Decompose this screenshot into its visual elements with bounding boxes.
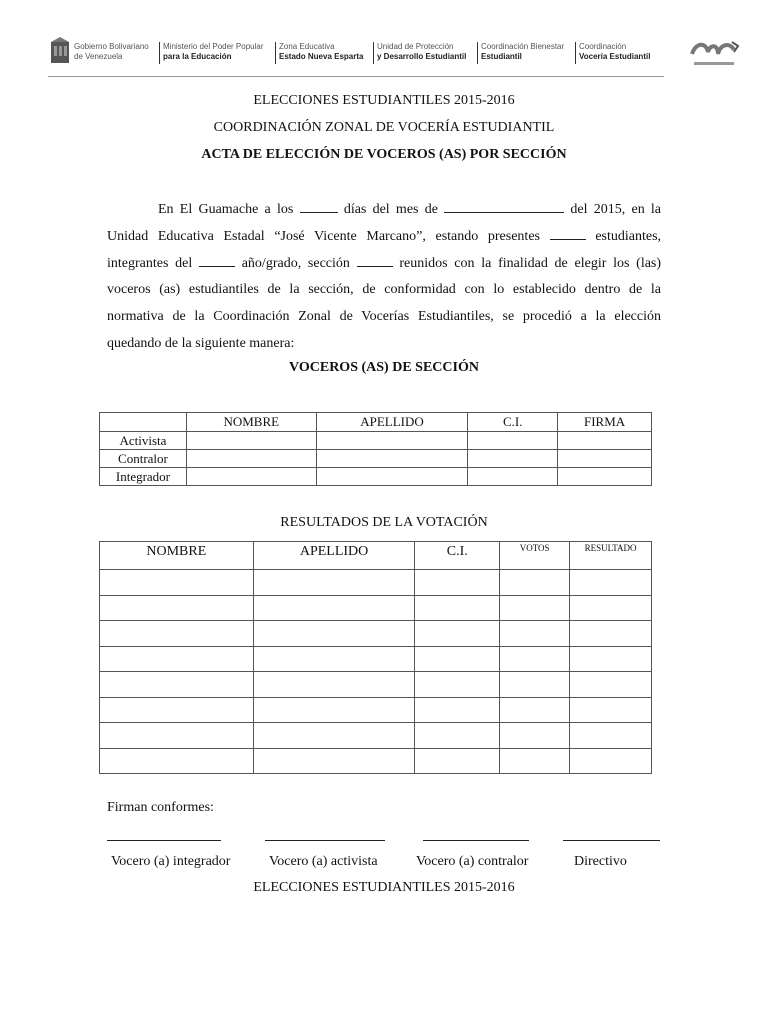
table-header-cell: VOTOS xyxy=(500,542,570,570)
header-separator xyxy=(275,42,276,64)
table-cell xyxy=(316,468,468,486)
table-row xyxy=(100,672,652,698)
table-cell xyxy=(316,450,468,468)
table-cell xyxy=(570,697,652,723)
table-cell xyxy=(570,723,652,749)
header-segment-unidad: Unidad de Protección y Desarrollo Estudiantil xyxy=(377,42,467,61)
section-title-voceros: VOCEROS (AS) DE SECCIÓN xyxy=(289,360,479,375)
paragraph-line: Unidad Educativa Estadal “José Vicente Marcano”, estando presentes estudiantes, xyxy=(107,228,662,244)
blank-grade xyxy=(199,255,235,267)
table-row xyxy=(100,723,652,749)
table-cell xyxy=(100,723,254,749)
table-row xyxy=(100,450,652,468)
table-cell xyxy=(570,672,652,698)
table-cell xyxy=(415,621,500,647)
table-cell xyxy=(500,570,570,596)
table-cell xyxy=(558,468,652,486)
table-cell xyxy=(186,468,316,486)
table-header-row xyxy=(100,542,652,570)
paragraph-line: integrantes del año/grado, sección reunidos con la finalidad de elegir los (las) xyxy=(107,255,662,271)
table-header-cell: NOMBRE xyxy=(100,542,254,570)
signature-line xyxy=(107,840,221,841)
table-cell xyxy=(186,432,316,450)
table-header-cell: C.I. xyxy=(415,542,500,570)
table-cell xyxy=(570,570,652,596)
table-cell xyxy=(570,621,652,647)
table-row xyxy=(100,468,652,486)
row-label-activista: Activista xyxy=(100,432,187,450)
header-separator xyxy=(159,42,160,64)
title-coordinacion: COORDINACIÓN ZONAL DE VOCERÍA ESTUDIANTIL xyxy=(213,120,555,135)
blank-days xyxy=(300,201,338,213)
table-header-cell: APELLIDO xyxy=(316,413,468,432)
paragraph-line: quedando de la siguiente manera: xyxy=(107,335,295,351)
signature-line xyxy=(563,840,660,841)
footer-title: ELECCIONES ESTUDIANTILES 2015-2016 xyxy=(253,880,515,895)
table-row xyxy=(100,595,652,621)
table-cell xyxy=(253,723,415,749)
table-row xyxy=(100,432,652,450)
table-cell xyxy=(100,570,254,596)
table-cell xyxy=(100,646,254,672)
header-segment-ministry: Ministerio del Poder Popular para la Educación xyxy=(163,42,264,61)
table-cell xyxy=(415,570,500,596)
results-title: RESULTADOS DE LA VOTACIÓN xyxy=(280,515,488,530)
header-divider xyxy=(48,76,664,77)
table-cell xyxy=(500,595,570,621)
table-cell xyxy=(500,697,570,723)
table-row xyxy=(100,697,652,723)
table-cell xyxy=(570,595,652,621)
table-row xyxy=(100,748,652,774)
results-table xyxy=(99,541,652,774)
table-header-cell: C.I. xyxy=(468,413,558,432)
table-cell xyxy=(253,570,415,596)
table-row xyxy=(100,570,652,596)
blank-month xyxy=(444,201,564,213)
acta-paragraph xyxy=(107,197,661,358)
table-cell xyxy=(316,432,468,450)
table-header-row xyxy=(100,413,652,432)
table-cell xyxy=(558,432,652,450)
paragraph-line: voceros (as) estudiantiles de la sección, de conformidad con lo establecido dentro de la xyxy=(107,282,661,298)
signature-line xyxy=(423,840,529,841)
header-separator xyxy=(575,42,576,64)
table-cell xyxy=(570,748,652,774)
table-cell xyxy=(500,672,570,698)
blank-section xyxy=(357,255,393,267)
table-cell xyxy=(253,672,415,698)
table-cell xyxy=(253,697,415,723)
table-cell xyxy=(415,723,500,749)
government-logo xyxy=(50,36,70,64)
table-cell xyxy=(100,595,254,621)
table-cell xyxy=(500,621,570,647)
table-cell xyxy=(415,748,500,774)
table-cell xyxy=(253,646,415,672)
table-cell xyxy=(558,450,652,468)
title-elecciones: ELECCIONES ESTUDIANTILES 2015-2016 xyxy=(253,93,515,108)
table-header-cell xyxy=(100,413,187,432)
table-cell xyxy=(253,595,415,621)
table-header-cell: APELLIDO xyxy=(253,542,415,570)
table-header-cell: NOMBRE xyxy=(186,413,316,432)
table-cell xyxy=(468,468,558,486)
table-cell xyxy=(415,595,500,621)
signature-label-contralor: Vocero (a) contralor xyxy=(416,854,529,869)
table-row xyxy=(100,646,652,672)
table-cell xyxy=(500,748,570,774)
table-cell xyxy=(100,672,254,698)
bicentennial-logo xyxy=(688,36,742,72)
row-label-integrador: Integrador xyxy=(100,468,187,486)
header-segment-voceria: Coordinación Vocería Estudiantil xyxy=(579,42,651,61)
row-label-contralor: Contralor xyxy=(100,450,187,468)
blank-students xyxy=(550,228,586,240)
signature-line xyxy=(265,840,385,841)
signature-label-activista: Vocero (a) activista xyxy=(269,854,378,869)
table-cell xyxy=(500,723,570,749)
signature-label-integrador: Vocero (a) integrador xyxy=(111,854,231,869)
signatures-intro: Firman conformes: xyxy=(107,800,214,815)
table-cell xyxy=(100,748,254,774)
table-cell xyxy=(468,432,558,450)
table-cell xyxy=(570,646,652,672)
header-segment-zona: Zona Educativa Estado Nueva Esparta xyxy=(279,42,364,61)
paragraph-line: En El Guamache a los días del mes de del 2015, en la xyxy=(158,202,662,217)
table-cell xyxy=(500,646,570,672)
paragraph-line: normativa de la Coordinación Zonal de Vocerías Estudiantiles, se procedió a la elección xyxy=(107,309,661,325)
table-cell xyxy=(253,748,415,774)
table-cell xyxy=(100,697,254,723)
table-row xyxy=(100,621,652,647)
signature-label-directivo: Directivo xyxy=(574,854,627,869)
table-cell xyxy=(415,646,500,672)
header-separator xyxy=(477,42,478,64)
table-cell xyxy=(468,450,558,468)
table-header-cell: RESULTADO xyxy=(570,542,652,570)
title-acta: ACTA DE ELECCIÓN DE VOCEROS (AS) POR SECCIÓN xyxy=(201,147,567,162)
table-cell xyxy=(253,621,415,647)
table-cell xyxy=(100,621,254,647)
header-segment-government: Gobierno Bolivariano de Venezuela xyxy=(74,42,149,61)
header-separator xyxy=(373,42,374,64)
table-header-cell: FIRMA xyxy=(558,413,652,432)
header-segment-bienestar: Coordinación Bienestar Estudiantil xyxy=(481,42,565,61)
table-cell xyxy=(415,697,500,723)
table-cell xyxy=(415,672,500,698)
table-cell xyxy=(186,450,316,468)
voceros-table xyxy=(99,412,652,486)
